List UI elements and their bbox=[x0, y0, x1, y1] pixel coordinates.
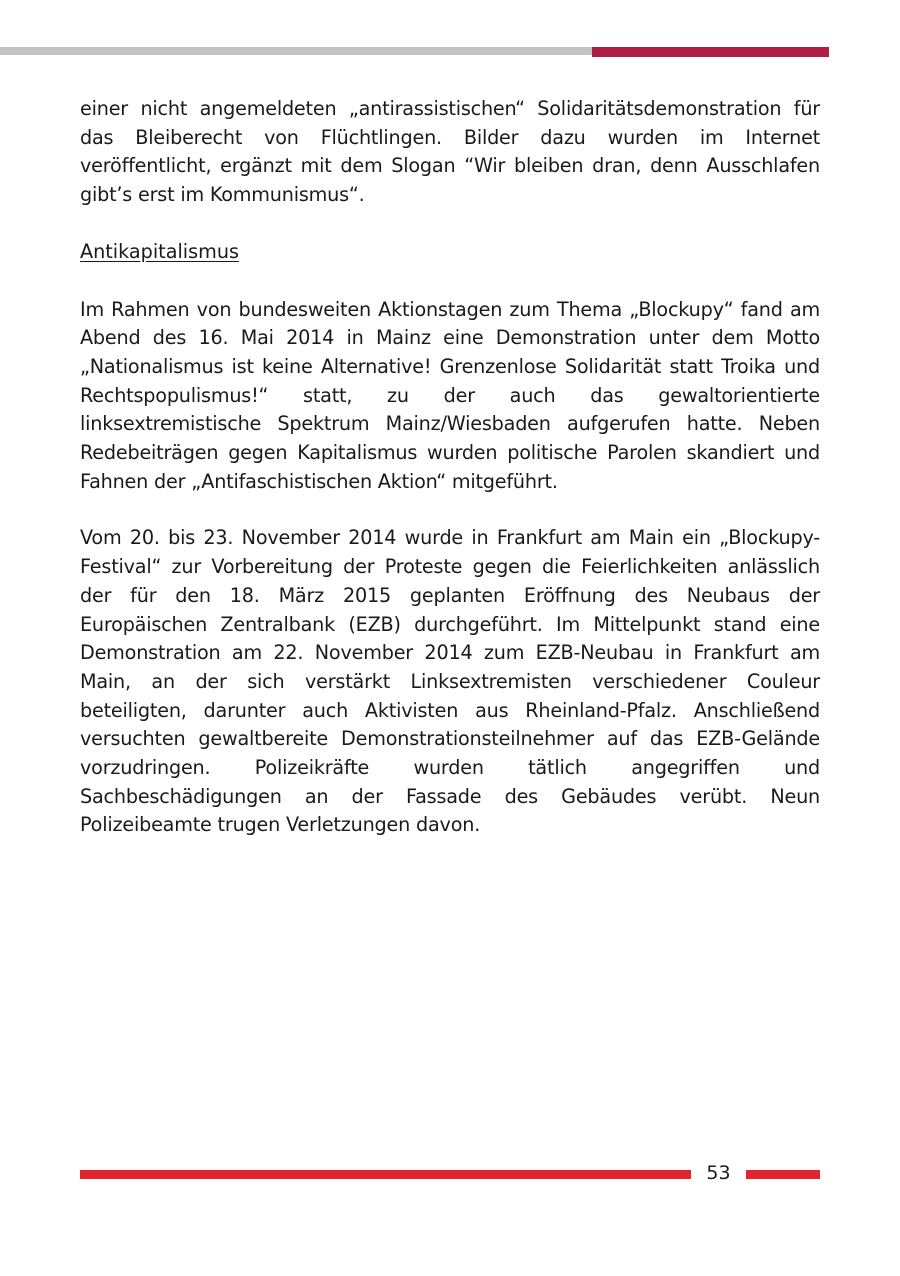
paragraph-2: Im Rahmen von bundesweiten Aktionstagen zum Thema „Blockupy“ fand am Abend des 16. Mai 2014 in Mainz eine Demonstration unter dem Motto „Nationalismus ist keine Alternative! Grenzenlose Solidarität statt Troika und Rechtspopulismus!“ statt, zu der auch das gewaltorientierte linksextremistische Spektrum Mainz/Wiesbaden aufgerufen hatte. Neben Redebeiträgen gegen Kapitalismus wurden politische Parolen skandiert und Fahnen der „Antifaschistischen Aktion“ mitgeführt. bbox=[80, 297, 820, 493]
page-number: 53 bbox=[706, 1162, 731, 1184]
header-rule-grey bbox=[0, 47, 592, 55]
section-heading: Antikapitalismus bbox=[80, 239, 239, 263]
paragraph-1: einer nicht angemeldeten „antirassistischen“ Solidaritätsdemonstration für das Bleiberecht von Flüchtlingen. Bilder dazu wurden im Internet veröffentlicht, ergänzt mit dem Slogan “Wir bleiben dran, denn Ausschlafen gibt’s erst im Kommunismus“. bbox=[80, 97, 820, 207]
header-rule-accent bbox=[592, 47, 829, 57]
paragraph-3: Vom 20. bis 23. November 2014 wurde in Frankfurt am Main ein „Blockupy-Festival“ zur Vorbereitung der Proteste gegen die Feierlichkeiten anlässlich der für den 18. März 2015 geplanten Eröffnung des Neubaus der Europäischen Zentralbank (EZB) durchgeführt. Im Mittelpunkt stand eine Demonstration am 22. November 2014 zum EZB-Neubau in Frankfurt am Main, an der sich verstärkt Linksextremisten verschiedener Couleur beteiligten, darunter auch Aktivisten aus Rheinland-Pfalz. Anschließend versuchten gewaltbereite Demonstrationsteilnehmer auf das EZB-Gelände vorzudringen. Polizeikräfte wurden tätlich angegriffen und Sachbeschädigungen an der Fassade des Gebäudes verübt. Neun Polizeibeamte trugen Verletzungen davon. bbox=[80, 526, 820, 837]
footer-rule-left bbox=[80, 1170, 691, 1179]
page-body bbox=[80, 95, 820, 868]
footer-rule-right bbox=[746, 1170, 820, 1179]
